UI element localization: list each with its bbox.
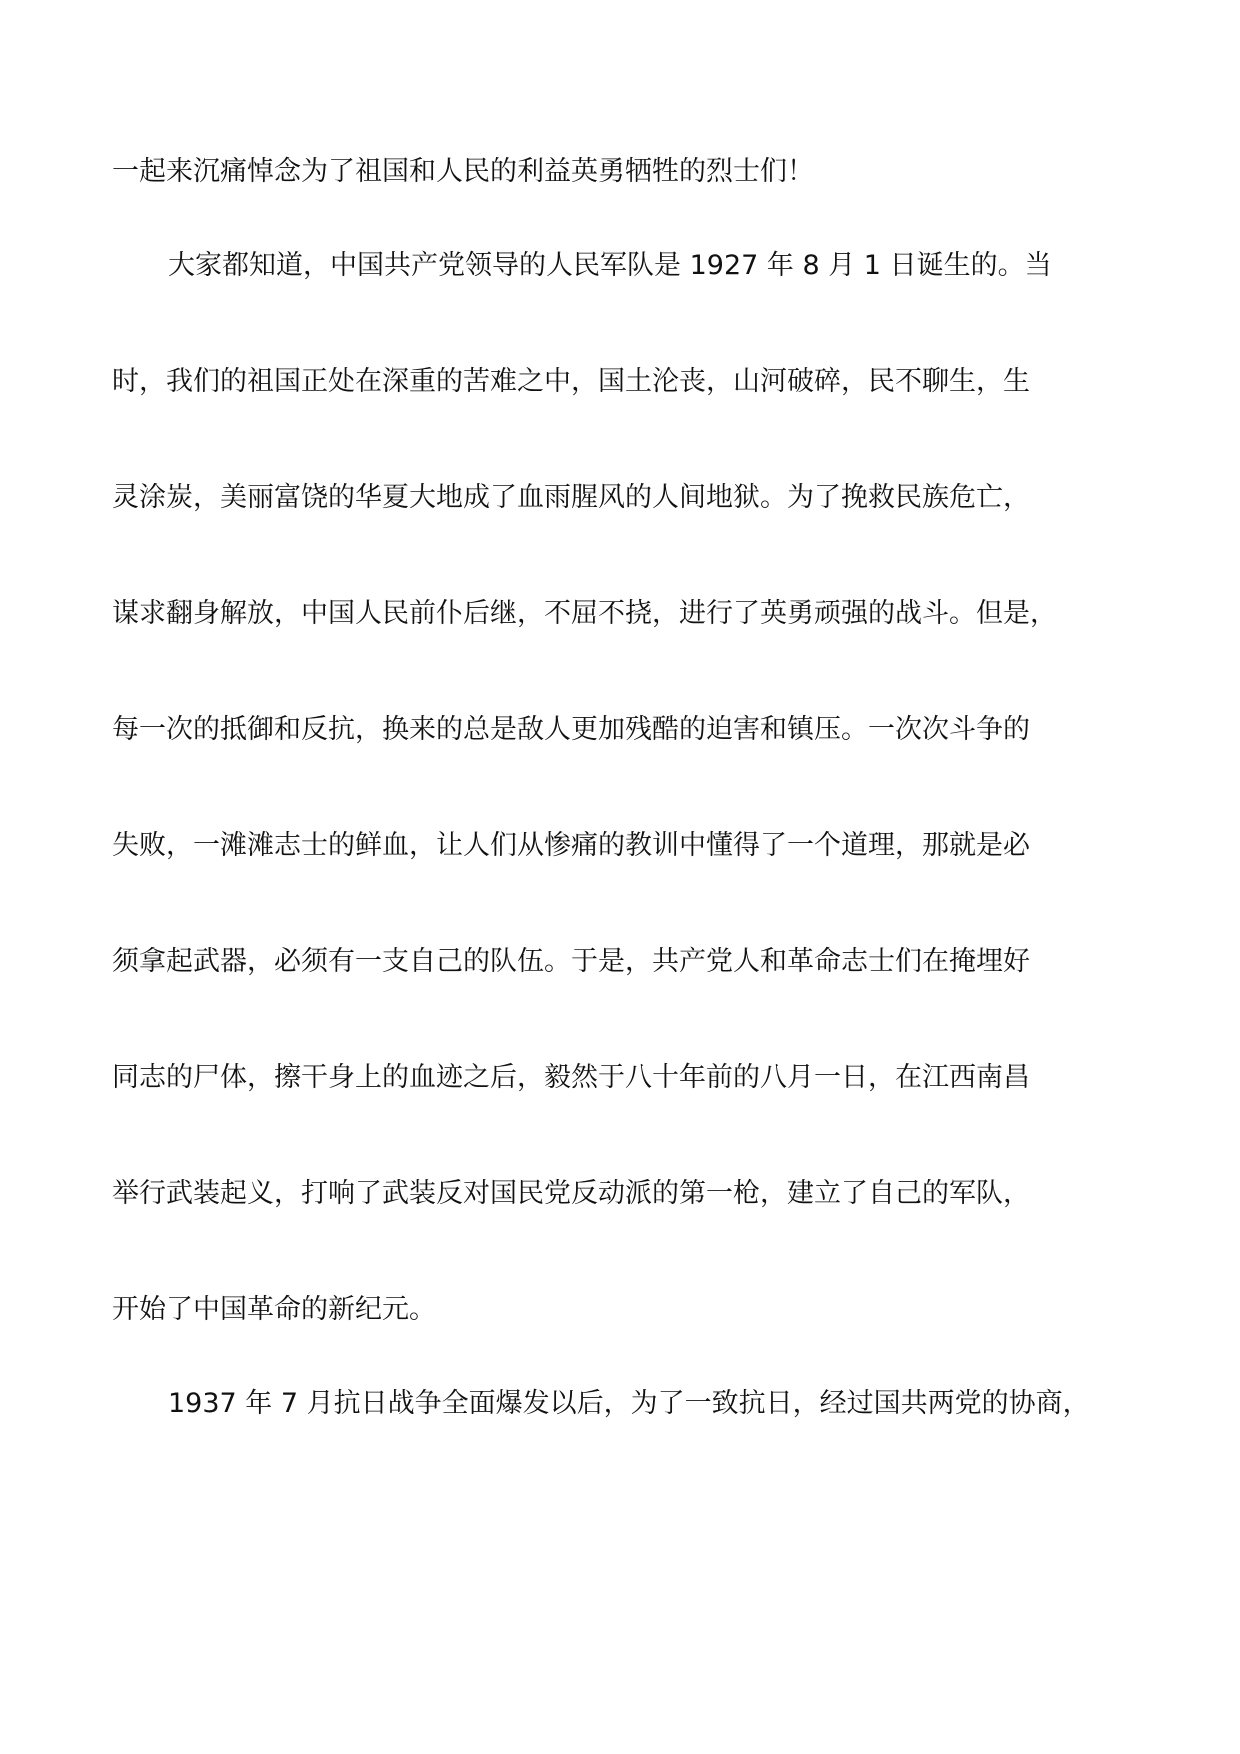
text-line: 一起来沉痛悼念为了祖国和人民的利益英勇牺牲的烈士们！ [112,156,814,187]
text-line: 时，我们的祖国正处在深重的苦难之中，国土沦丧，山河破碎，民不聊生，生 [112,366,1030,397]
text-line: 失败，一滩滩志士的鲜血，让人们从惨痛的教训中懂得了一个道理，那就是必 [112,830,1030,861]
paragraph-start-line: 大家都知道，中国共产党领导的人民军队是 1927 年 8 月 1 日诞生的。当 [168,250,1052,281]
text-line: 举行武装起义，打响了武装反对国民党反动派的第一枪，建立了自己的军队， [112,1178,1030,1209]
text-line: 同志的尸体，擦干身上的血迹之后，毅然于八十年前的八月一日，在江西南昌 [112,1062,1030,1093]
text-line: 开始了中国革命的新纪元。 [112,1294,436,1325]
paragraph-start-line: 1937 年 7 月抗日战争全面爆发以后，为了一致抗日，经过国共两党的协商， [168,1388,1090,1419]
text-line: 每一次的抵御和反抗，换来的总是敌人更加残酷的迫害和镇压。一次次斗争的 [112,714,1030,745]
text-line: 谋求翻身解放，中国人民前仆后继，不屈不挠，进行了英勇顽强的战斗。但是， [112,598,1057,629]
text-line: 须拿起武器，必须有一支自己的队伍。于是，共产党人和革命志士们在掩埋好 [112,946,1030,977]
text-line: 灵涂炭，美丽富饶的华夏大地成了血雨腥风的人间地狱。为了挽救民族危亡， [112,482,1030,513]
